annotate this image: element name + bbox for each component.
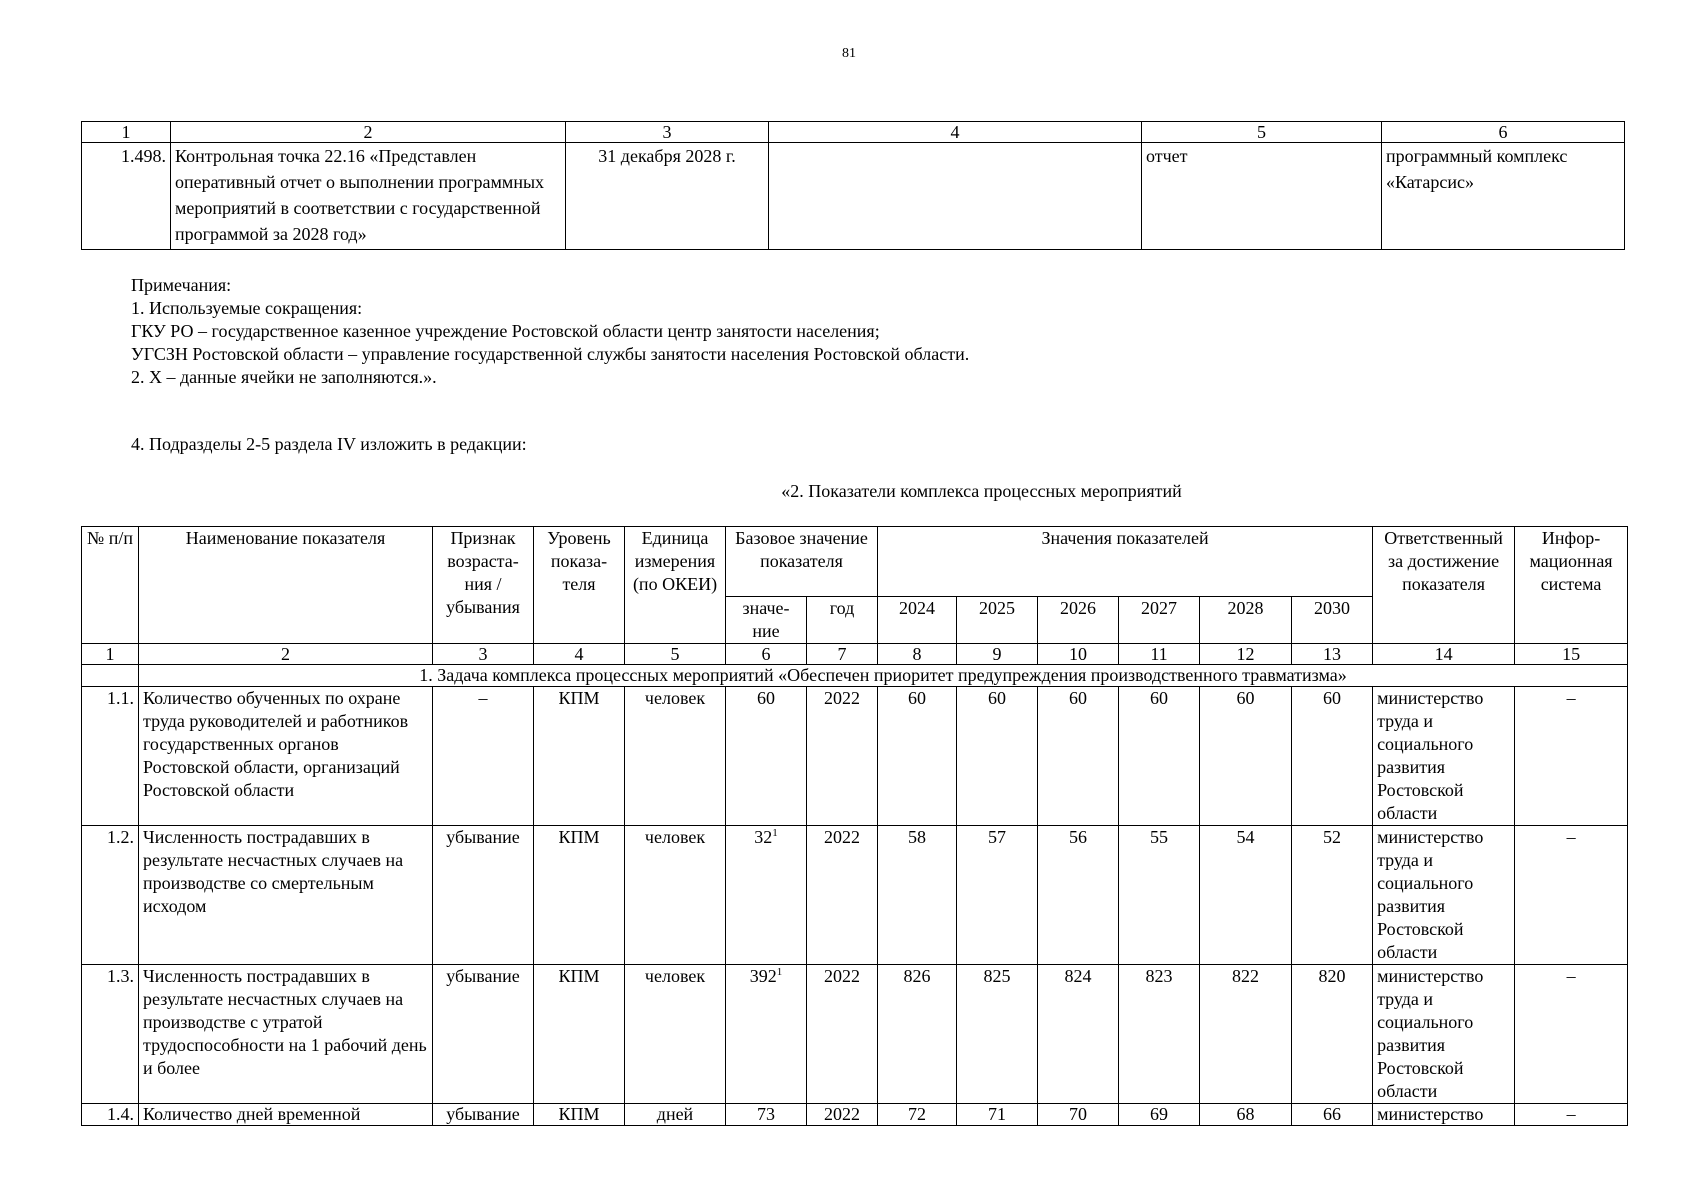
indicator-level: КПМ xyxy=(534,1104,625,1126)
base-value-number: 392 xyxy=(749,966,777,986)
table1-header-cell: 5 xyxy=(1142,122,1382,143)
header-base-value: значе-ние xyxy=(726,597,807,644)
column-number: 4 xyxy=(534,644,625,665)
table1-header-cell: 3 xyxy=(566,122,769,143)
value-cell: 60 xyxy=(1038,687,1119,826)
note-line: 2. X – данные ячейки не заполняются.». xyxy=(131,367,437,387)
header-year: 2025 xyxy=(957,597,1038,644)
note-line: ГКУ РО – государственное казенное учреждение Ростовской области центр занятости населения; xyxy=(131,321,880,341)
info-system: – xyxy=(1515,687,1628,826)
value-cell: 72 xyxy=(878,1104,957,1126)
value-cell: 60 xyxy=(957,687,1038,826)
footnote-mark: 1 xyxy=(772,827,778,839)
indicator-sign: убывание xyxy=(433,826,534,965)
value-cell: 66 xyxy=(1292,1104,1373,1126)
table1-header-cell: 6 xyxy=(1382,122,1625,143)
value-cell: 60 xyxy=(1200,687,1292,826)
section-title: «2. Показатели комплекса процессных мероприятий xyxy=(781,481,1182,501)
indicator-level: КПМ xyxy=(534,965,625,1104)
header-name: Наименование показателя xyxy=(139,527,433,644)
value-cell: 820 xyxy=(1292,965,1373,1104)
value-cell: 69 xyxy=(1119,1104,1200,1126)
column-number: 13 xyxy=(1292,644,1373,665)
control-point-name: Контрольная точка 22.16 «Представлен оперативный отчет о выполнении программных мероприятий в соответствии с государственной программой за 2028 год» xyxy=(171,143,566,250)
table1-header-cell: 4 xyxy=(769,122,1142,143)
table1-header-cell: 1 xyxy=(82,122,171,143)
base-value-number: 60 xyxy=(757,688,775,708)
indicator-sign: убывание xyxy=(433,1104,534,1126)
value-cell: 60 xyxy=(1292,687,1373,826)
value-cell: 60 xyxy=(878,687,957,826)
indicator-sign: убывание xyxy=(433,965,534,1104)
base-value-number: 32 xyxy=(754,827,773,847)
row-number: 1.3. xyxy=(82,965,139,1104)
base-value xyxy=(726,1104,807,1126)
table-row xyxy=(82,965,1628,1104)
column-number: 8 xyxy=(878,644,957,665)
header-base-year: год xyxy=(807,597,878,644)
indicator-name: Количество обученных по охране труда руководителей и работников государственных органов Ростовской области, организаций Ростовской области xyxy=(139,687,433,826)
responsible: министерство труда и социального развития Ростовской области xyxy=(1373,965,1515,1104)
base-year: 2022 xyxy=(807,687,878,826)
base-value-number: 73 xyxy=(757,1104,775,1124)
value-cell: 70 xyxy=(1038,1104,1119,1126)
value-cell: 825 xyxy=(957,965,1038,1104)
value-cell: 822 xyxy=(1200,965,1292,1104)
base-value xyxy=(726,826,807,965)
value-cell: 68 xyxy=(1200,1104,1292,1126)
indicator-level: КПМ xyxy=(534,826,625,965)
header-responsible: Ответственный за достижение показателя xyxy=(1373,527,1515,644)
row-number: 1.2. xyxy=(82,826,139,965)
indicator-name: Численность пострадавших в результате несчастных случаев на производстве с утратой трудоспособности на 1 рабочий день и более xyxy=(139,965,433,1104)
responsible: министерство труда и социального развития Ростовской области xyxy=(1373,687,1515,826)
column-number: 14 xyxy=(1373,644,1515,665)
value-cell: 58 xyxy=(878,826,957,965)
column-number: 6 xyxy=(726,644,807,665)
info-system: – xyxy=(1515,965,1628,1104)
header-year: 2024 xyxy=(878,597,957,644)
indicator-name: Численность пострадавших в результате несчастных случаев на производстве со смертельным исходом xyxy=(139,826,433,965)
header-year: 2027 xyxy=(1119,597,1200,644)
value-cell: 56 xyxy=(1038,826,1119,965)
value-cell: 826 xyxy=(878,965,957,1104)
header-year: 2026 xyxy=(1038,597,1119,644)
value-cell: 52 xyxy=(1292,826,1373,965)
indicator-unit: человек xyxy=(625,826,726,965)
column-number: 15 xyxy=(1515,644,1628,665)
task-title: 1. Задача комплекса процессных мероприятий «Обеспечен приоритет предупреждения производственного травматизма» xyxy=(139,665,1628,687)
table-row xyxy=(82,1104,1628,1126)
notes-title: Примечания: xyxy=(131,275,232,295)
table-row xyxy=(82,826,1628,965)
value-cell: 823 xyxy=(1119,965,1200,1104)
value-cell: 54 xyxy=(1200,826,1292,965)
indicators-table xyxy=(81,526,1628,1126)
value-cell: 824 xyxy=(1038,965,1119,1104)
header-year: 2030 xyxy=(1292,597,1373,644)
indicator-unit: человек xyxy=(625,687,726,826)
value-cell: 55 xyxy=(1119,826,1200,965)
value-cell: 57 xyxy=(957,826,1038,965)
task-empty-cell xyxy=(82,665,139,687)
indicator-unit: дней xyxy=(625,1104,726,1126)
indicator-name: Количество дней временной xyxy=(139,1104,433,1126)
base-year: 2022 xyxy=(807,826,878,965)
header-year: 2028 xyxy=(1200,597,1292,644)
header-unit: Единица измерения (по ОКЕИ) xyxy=(625,527,726,644)
indicator-unit: человек xyxy=(625,965,726,1104)
column-number: 1 xyxy=(82,644,139,665)
control-point-col4 xyxy=(769,143,1142,250)
table2-column-numbers xyxy=(82,644,1628,665)
base-value xyxy=(726,965,807,1104)
column-number: 9 xyxy=(957,644,1038,665)
column-number: 2 xyxy=(139,644,433,665)
table1-header-row xyxy=(82,122,1625,143)
indicator-sign: – xyxy=(433,687,534,826)
row-number: 1.4. xyxy=(82,1104,139,1126)
header-level: Уровень показа-теля xyxy=(534,527,625,644)
table-row xyxy=(82,143,1625,250)
footnote-mark: 1 xyxy=(776,966,783,978)
responsible: министерство труда и социального развития Ростовской области xyxy=(1373,826,1515,965)
control-point-date: 31 декабря 2028 г. xyxy=(566,143,769,250)
note-line: УГСЗН Ростовской области – управление государственной службы занятости населения Ростовской области. xyxy=(131,344,970,364)
table2-header-row xyxy=(82,527,1628,597)
column-number: 5 xyxy=(625,644,726,665)
control-point-document: отчет xyxy=(1142,143,1382,250)
header-num: № п/п xyxy=(82,527,139,644)
column-number: 12 xyxy=(1200,644,1292,665)
page-number: 81 xyxy=(842,46,856,61)
info-system: – xyxy=(1515,1104,1628,1126)
control-point-table xyxy=(81,121,1625,250)
column-number: 3 xyxy=(433,644,534,665)
control-point-system: программный комплекс «Катарсис» xyxy=(1382,143,1625,250)
base-year: 2022 xyxy=(807,1104,878,1126)
header-info-system: Инфор-мационная система xyxy=(1515,527,1628,644)
section-intro: 4. Подразделы 2-5 раздела IV изложить в редакции: xyxy=(131,434,527,454)
table1-header-cell: 2 xyxy=(171,122,566,143)
value-cell: 60 xyxy=(1119,687,1200,826)
column-number: 7 xyxy=(807,644,878,665)
row-number: 1.1. xyxy=(82,687,139,826)
header-base: Базовое значение показателя xyxy=(726,527,878,597)
base-year: 2022 xyxy=(807,965,878,1104)
table-row xyxy=(82,687,1628,826)
task-row xyxy=(82,665,1628,687)
header-values: Значения показателей xyxy=(878,527,1373,597)
indicator-level: КПМ xyxy=(534,687,625,826)
responsible: министерство xyxy=(1373,1104,1515,1126)
note-line: 1. Используемые сокращения: xyxy=(131,298,363,318)
column-number: 11 xyxy=(1119,644,1200,665)
value-cell: 71 xyxy=(957,1104,1038,1126)
column-number: 10 xyxy=(1038,644,1119,665)
row-number: 1.498. xyxy=(82,143,171,250)
info-system: – xyxy=(1515,826,1628,965)
header-sign: Признак возраста-ния / убывания xyxy=(433,527,534,644)
base-value xyxy=(726,687,807,826)
notes-block xyxy=(131,274,969,389)
